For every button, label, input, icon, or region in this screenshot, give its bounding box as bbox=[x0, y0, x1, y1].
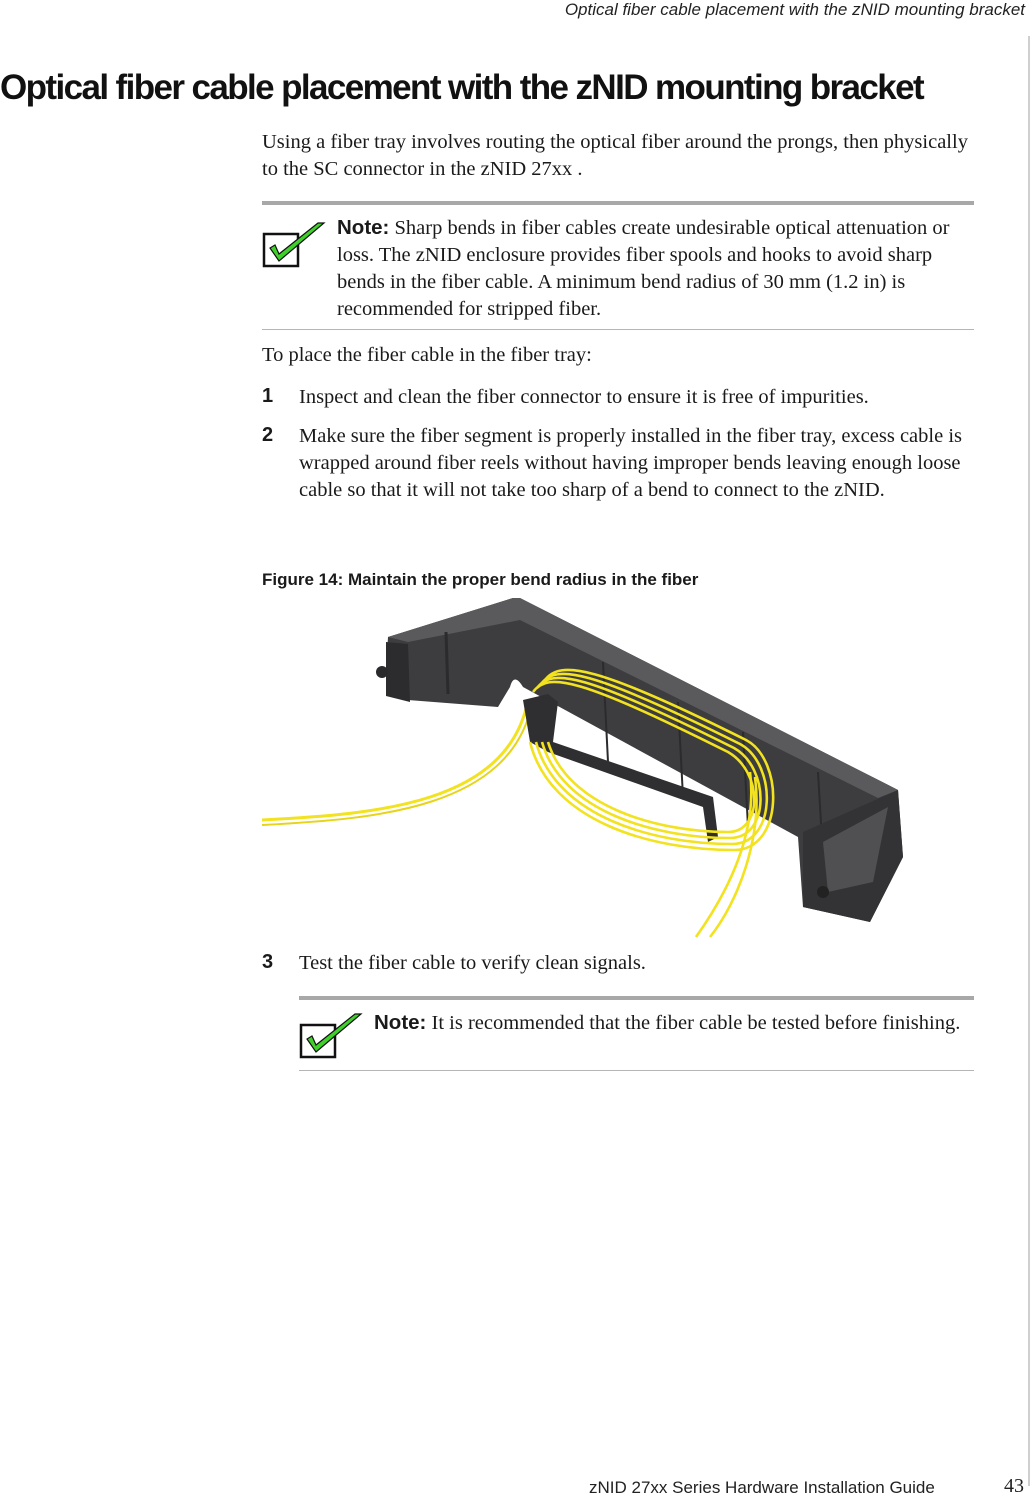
step-text: Make sure the fiber segment is properly installed in the fiber tray, excess cable is wrapped around fiber reels without having improper bends leaving enough loose cable so that it will not take too sharp of a bend to connect to the zNID. bbox=[299, 425, 962, 501]
step-number: 2 bbox=[262, 424, 274, 446]
note-label: Note: bbox=[374, 1011, 427, 1034]
note-box-bend-radius bbox=[262, 201, 974, 330]
step-text: Inspect and clean the fiber connector to ensure it is free of impurities. bbox=[299, 386, 869, 408]
step-number: 3 bbox=[262, 951, 274, 973]
mounting-bracket-figure bbox=[258, 592, 908, 942]
footer-guide-title: zNID 27xx Series Hardware Installation Guide bbox=[589, 1478, 935, 1497]
checkmark-icon bbox=[299, 1012, 363, 1060]
running-header: Optical fiber cable placement with the zNID mounting bracket bbox=[564, 0, 1025, 19]
page-number: 43 bbox=[1004, 1475, 1024, 1497]
page-title: Optical fiber cable placement with the zNID mounting bracket bbox=[0, 68, 924, 107]
page-side-rule bbox=[1028, 36, 1030, 1486]
note-box-test-cable bbox=[299, 996, 974, 1071]
note-label: Note: bbox=[337, 216, 390, 239]
step-text: Test the fiber cable to verify clean signals. bbox=[299, 952, 646, 974]
intro-paragraph: Using a fiber tray involves routing the optical fiber around the prongs, then physically to the SC connector in the zNID 27xx . bbox=[262, 131, 968, 180]
note-body: Sharp bends in fiber cables create undesirable optical attenuation or loss. The zNID enclosure provides fiber spools and hooks to avoid sharp bends in the fiber cable. A minimum bend radius of 30 mm (1.2 in) is recommended for stripped fiber. bbox=[337, 217, 950, 320]
procedure-lead: To place the fiber cable in the fiber tray: bbox=[262, 344, 592, 366]
note-body: It is recommended that the fiber cable be tested before finishing. bbox=[426, 1012, 961, 1034]
figure-caption: Figure 14: Maintain the proper bend radius in the fiber bbox=[262, 570, 699, 589]
note-text bbox=[374, 1009, 974, 1037]
note-text bbox=[337, 214, 974, 323]
step-number: 1 bbox=[262, 385, 274, 407]
checkmark-icon bbox=[262, 221, 326, 269]
